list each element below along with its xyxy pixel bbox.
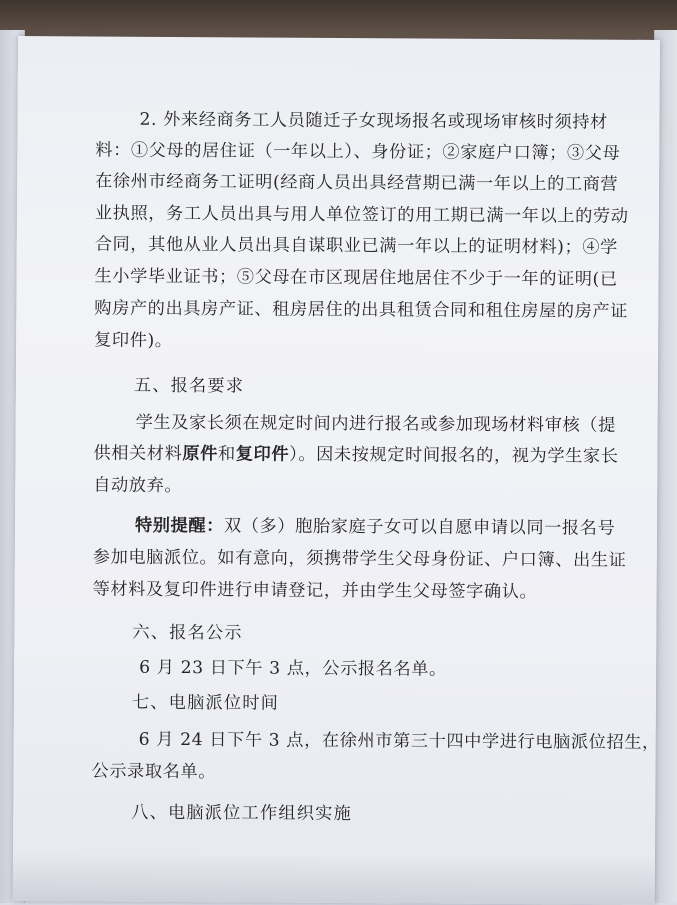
text-line: 购房产的出具房产证、租房居住的出具租赁合同和租住房屋的房产证	[94, 298, 629, 322]
text-segment: 和	[217, 444, 236, 465]
section-heading: 八、电脑派位工作组织实施	[131, 802, 352, 825]
text-line: 公示录取名单。	[91, 761, 217, 783]
text-line: 6 月 24 日下午 3 点，在徐州市第三十四中学进行电脑派位招生，	[138, 729, 660, 753]
notice-sheet	[13, 36, 660, 905]
text-segment: ）。因未按规定时间报名的，视为学生家长	[289, 444, 619, 467]
paper-bottom-shadow	[13, 853, 655, 905]
section-heading: 五、报名要求	[133, 375, 245, 397]
text-segment: 供相关材料	[93, 443, 183, 465]
text-line: 业执照，务工人员出具与用人单位签订的用工期已满一年以上的劳动	[94, 203, 629, 227]
text-line: 6 月 23 日下午 3 点，公示报名名单。	[139, 657, 447, 680]
text-line: 复印件)。	[94, 330, 173, 351]
text-line: 自动放弃。	[93, 475, 183, 497]
text-line: 学生及家长须在规定时间内进行报名或参加现场材料审核（提	[135, 412, 616, 436]
text-line	[93, 443, 618, 468]
text-line: 合同，其他从业人员出具自谋职业已满一年以上的证明材料)；④学	[94, 234, 618, 258]
text-line: 生小学毕业证书；⑤父母在市区现居住地居住不少于一年的证明(已	[94, 266, 618, 290]
emphasis-copy: 复印件	[235, 444, 290, 465]
special-reminder-label: 特别提醒：	[134, 515, 225, 537]
text-segment: 双（多）胞胎家庭子女可以自愿申请以同一报名号	[223, 516, 616, 539]
text-line: 料：①父母的居住证（一年以上）、身份证；②家庭户口簿；③父母	[95, 140, 621, 164]
text-line: 参加电脑派位。如有意向，须携带学生父母身份证、户口簿、出生证	[92, 547, 627, 571]
emphasis-original: 原件	[182, 444, 219, 465]
text-line	[135, 515, 615, 540]
text-line: 2. 外来经商务工人员随迁子女现场报名或现场审核时须持材	[139, 109, 608, 133]
text-line: 在徐州市经商务工证明(经商人员出具经营期已满一年以上的工商营	[95, 171, 619, 195]
section-heading: 六、报名公示	[132, 622, 243, 644]
section-heading: 七、电脑派位时间	[131, 692, 280, 714]
text-line: 等材料及复印件进行申请登记，并由学生父母签字确认。	[92, 579, 538, 603]
